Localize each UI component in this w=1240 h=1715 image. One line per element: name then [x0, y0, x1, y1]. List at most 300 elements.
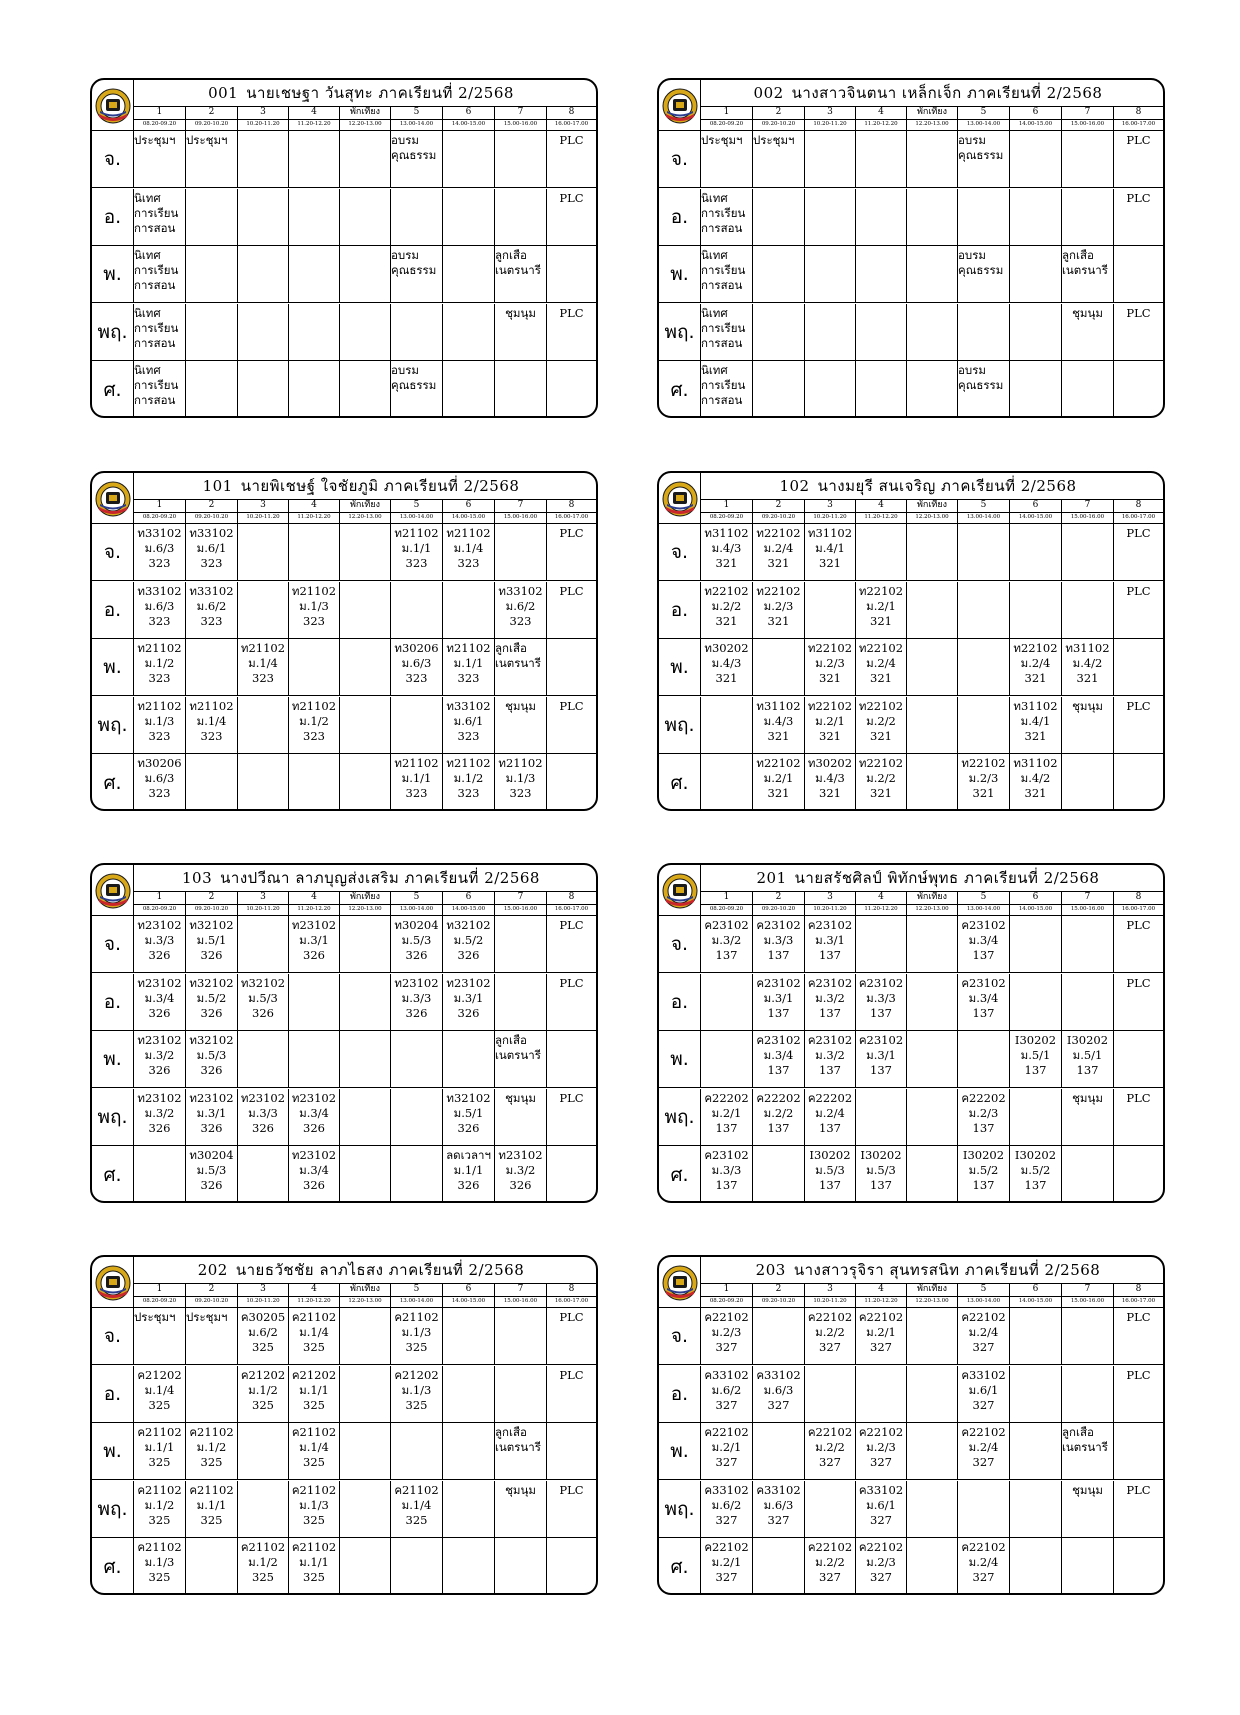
day-label: พ.	[659, 1031, 701, 1087]
day-row	[92, 697, 596, 754]
day-row	[92, 1481, 596, 1538]
card-title	[134, 80, 596, 107]
period-time-row	[701, 512, 1163, 523]
day-label: พฤ.	[659, 1089, 701, 1145]
school-emblem-icon	[95, 1263, 131, 1303]
schedule-cell: อบรม คุณธรรม	[391, 131, 443, 187]
schedule-cell: ชุมนุม	[495, 697, 547, 753]
schedule-cell: ค22102 ม.2/4 327	[958, 1423, 1010, 1479]
schedule-cell	[1114, 1146, 1163, 1203]
day-label: จ.	[659, 1308, 701, 1364]
day-label: จ.	[659, 131, 701, 187]
schedule-cell: PLC	[559, 133, 584, 147]
card-title	[701, 80, 1163, 107]
period-time: 13.00-14.00	[391, 512, 443, 523]
schedule-cell: นิเทศ การเรียน การสอน	[134, 361, 186, 418]
schedule-cell: PLC	[1126, 1310, 1151, 1324]
period-number: 1	[701, 106, 753, 119]
day-label: พ.	[92, 246, 134, 302]
card-title	[134, 865, 596, 892]
schedule-cell	[186, 304, 238, 360]
day-label: ศ.	[92, 361, 134, 418]
schedule-cell	[753, 361, 805, 418]
schedule-cell	[805, 1481, 856, 1537]
schedule-cell	[238, 1481, 289, 1537]
schedule-cell	[443, 361, 495, 418]
schedule-cell: ท32102 ม.5/3 326	[238, 974, 289, 1030]
schedule-cell	[1062, 524, 1114, 580]
schedule-cell	[856, 304, 907, 360]
schedule-cell: ท33102 ม.6/3 323	[134, 582, 186, 638]
schedule-cell	[186, 1538, 238, 1595]
schedule-cell: PLC	[1126, 1367, 1151, 1382]
schedule-cell	[547, 1538, 596, 1595]
period-number: พักเที่ยง	[907, 499, 958, 512]
day-label: พ.	[659, 639, 701, 695]
period-number: 4	[856, 106, 907, 119]
schedule-cell	[753, 639, 805, 695]
schedule-cell: ท33102 ม.6/1 323	[443, 697, 495, 753]
schedule-cell	[340, 246, 391, 302]
schedule-cell: ท22102 ม.2/4 321	[1010, 639, 1062, 695]
period-number: 2	[753, 891, 805, 904]
schedule-cell	[238, 189, 289, 245]
schedule-cell: I30202 ม.5/3 137	[856, 1146, 907, 1203]
period-number: 8	[1135, 107, 1142, 117]
period-time: 08.20-09.20	[134, 904, 186, 915]
schedule-cell: ชุมนุม	[1062, 1089, 1114, 1145]
schedule-cell	[1010, 1089, 1062, 1145]
teacher-code: 201	[756, 869, 787, 887]
schedule-cell: ค23102 ม.3/4 137	[753, 1031, 805, 1087]
schedule-cell: ท23102 ม.3/3 326	[134, 916, 186, 972]
school-logo	[659, 865, 701, 915]
teacher-name-semester: นางปวีณา ลาภบุญส่งเสริม ภาคเรียนที่ 2/2568	[220, 869, 540, 887]
period-number: 8	[568, 1284, 575, 1294]
day-row	[92, 131, 596, 188]
schedule-cell	[907, 974, 958, 1030]
schedule-cell: ค21102 ม.1/1 325	[186, 1481, 238, 1537]
schedule-cell	[856, 524, 907, 580]
schedule-cell: ค33102 ม.6/2 327	[701, 1366, 753, 1422]
period-number: 2	[186, 891, 238, 904]
schedule-cell	[805, 1366, 856, 1422]
period-number: 6	[443, 891, 495, 904]
day-row	[659, 754, 1163, 811]
schedule-cell	[1062, 1366, 1114, 1422]
schedule-cell	[289, 361, 340, 418]
period-time: 13.00-14.00	[958, 512, 1010, 523]
day-row	[92, 304, 596, 361]
schedule-cell	[238, 524, 289, 580]
period-number: 8	[568, 107, 575, 117]
schedule-cell: ค23102 ม.3/4 137	[958, 974, 1010, 1030]
period-time: 16.00-17.00	[1121, 906, 1156, 912]
schedule-cell	[856, 189, 907, 245]
schedule-cell: ค22102 ม.2/1 327	[701, 1538, 753, 1595]
day-row	[92, 639, 596, 696]
schedule-cell	[1114, 639, 1163, 695]
schedule-cell: ชุมนุม	[495, 1481, 547, 1537]
period-number: 7	[1062, 891, 1114, 904]
period-time: 09.20-10.20	[186, 512, 238, 523]
schedule-cell: ท21102 ม.1/4 323	[186, 697, 238, 753]
schedule-cell: ประชุมฯ	[186, 1308, 238, 1364]
schedule-cell	[907, 1366, 958, 1422]
day-row	[92, 361, 596, 418]
schedule-cell	[186, 754, 238, 811]
schedule-cell: ชุมนุม	[1062, 304, 1114, 360]
period-number: 4	[289, 1283, 340, 1296]
day-label: พฤ.	[659, 697, 701, 753]
schedule-cell: นิเทศ การเรียน การสอน	[701, 189, 753, 245]
schedule-cell	[289, 1031, 340, 1087]
period-time: 15.00-16.00	[495, 1296, 547, 1307]
schedule-cell: ท33102 ม.6/2 323	[186, 582, 238, 638]
day-row	[92, 754, 596, 811]
schedule-cell: ค23102 ม.3/2 137	[805, 974, 856, 1030]
schedule-grid	[659, 523, 1163, 809]
school-emblem-icon	[662, 479, 698, 519]
period-time: 10.20-11.20	[238, 119, 289, 130]
period-number: 7	[1062, 1283, 1114, 1296]
schedule-cell: ท32102 ม.5/1 326	[443, 1089, 495, 1145]
schedule-cell	[907, 754, 958, 811]
period-time: 08.20-09.20	[701, 119, 753, 130]
schedule-cell: ค23102 ม.3/4 137	[958, 916, 1010, 972]
schedule-cell: ค22102 ม.2/2 327	[805, 1423, 856, 1479]
schedule-cell: PLC	[1126, 133, 1151, 147]
period-time: 14.00-15.00	[443, 904, 495, 915]
schedule-cell: PLC	[1126, 583, 1151, 598]
day-label: ศ.	[659, 754, 701, 811]
period-time: 11.20-12.20	[856, 904, 907, 915]
schedule-cell: ท22102 ม.2/4 321	[753, 524, 805, 580]
schedule-cell	[907, 1146, 958, 1203]
schedule-cell	[186, 246, 238, 302]
period-number: 3	[805, 1283, 856, 1296]
schedule-cell	[495, 524, 547, 580]
day-row	[659, 246, 1163, 303]
schedule-cell	[1114, 1423, 1163, 1479]
schedule-cell: ท21102 ม.1/4 323	[443, 524, 495, 580]
schedule-cell	[805, 304, 856, 360]
schedule-cell: ท23102 ม.3/2 326	[134, 1031, 186, 1087]
day-row	[659, 524, 1163, 581]
schedule-cell	[238, 697, 289, 753]
period-number: พักเที่ยง	[340, 1283, 391, 1296]
schedule-cell: ท30204 ม.5/3 326	[391, 916, 443, 972]
schedule-cell: ค22102 ม.2/1 327	[701, 1423, 753, 1479]
schedule-cell: ชุมนุม	[1062, 697, 1114, 753]
schedule-cell	[289, 131, 340, 187]
schedule-cell: ค23102 ม.3/3 137	[701, 1146, 753, 1203]
schedule-cell: ค22102 ม.2/1 327	[856, 1308, 907, 1364]
card-title	[701, 865, 1163, 892]
day-label: พฤ.	[92, 1089, 134, 1145]
schedule-cell: ค23102 ม.3/3 137	[753, 916, 805, 972]
schedule-cell: ประชุมฯ	[753, 131, 805, 187]
schedule-cell: อบรม คุณธรรม	[391, 361, 443, 418]
schedule-cell: ท22102 ม.2/1 321	[856, 582, 907, 638]
schedule-cell: PLC	[559, 1090, 584, 1105]
period-number: 1	[134, 106, 186, 119]
schedule-cell	[701, 697, 753, 753]
schedule-cell	[1062, 974, 1114, 1030]
schedule-cell	[391, 1089, 443, 1145]
period-number: 2	[753, 499, 805, 512]
period-time: 09.20-10.20	[186, 119, 238, 130]
day-label: อ.	[92, 582, 134, 638]
schedule-cell: ท22102 ม.2/3 321	[753, 582, 805, 638]
schedule-cell: ค23102 ม.3/1 137	[753, 974, 805, 1030]
schedule-cell: ท30202 ม.4/3 321	[805, 754, 856, 811]
schedule-cell	[1114, 246, 1163, 302]
period-number: 4	[856, 1283, 907, 1296]
schedule-cell	[547, 1031, 596, 1087]
schedule-cell	[443, 1481, 495, 1537]
schedule-cell	[1062, 754, 1114, 811]
schedule-cell	[907, 1423, 958, 1479]
schedule-cell	[1114, 1538, 1163, 1595]
day-row	[92, 974, 596, 1031]
period-number: 5	[958, 499, 1010, 512]
schedule-cell	[1062, 582, 1114, 638]
day-row	[659, 1481, 1163, 1538]
day-row	[92, 916, 596, 973]
period-time: 15.00-16.00	[1062, 119, 1114, 130]
period-number: 4	[289, 499, 340, 512]
schedule-cell: นิเทศ การเรียน การสอน	[134, 246, 186, 302]
schedule-cell: ท31102 ม.4/3 321	[753, 697, 805, 753]
schedule-cell	[340, 361, 391, 418]
schedule-cell: PLC	[1126, 1090, 1151, 1105]
period-number: 1	[701, 499, 753, 512]
schedule-cell: นิเทศ การเรียน การสอน	[134, 189, 186, 245]
period-time: 08.20-09.20	[134, 512, 186, 523]
teacher-code: 202	[197, 1261, 228, 1279]
period-time: 11.20-12.20	[856, 512, 907, 523]
schedule-cell: ท31102 ม.4/2 321	[1062, 639, 1114, 695]
period-number: 6	[443, 106, 495, 119]
schedule-cell: ค22102 ม.2/3 327	[856, 1423, 907, 1479]
schedule-cell: ท23102 ม.3/2 326	[134, 1089, 186, 1145]
schedule-cell: นิเทศ การเรียน การสอน	[701, 361, 753, 418]
period-number: 6	[443, 499, 495, 512]
period-number: 7	[495, 499, 547, 512]
schedule-cell	[443, 1366, 495, 1422]
schedule-cell	[443, 189, 495, 245]
schedule-cell	[391, 582, 443, 638]
teacher-code: 001	[208, 84, 239, 102]
day-row	[92, 1308, 596, 1365]
schedule-cell	[753, 1538, 805, 1595]
schedule-cell	[1062, 1538, 1114, 1595]
schedule-cell	[1114, 1031, 1163, 1087]
day-label: พ.	[92, 1423, 134, 1479]
schedule-cell	[958, 639, 1010, 695]
schedule-cell: ค21202 ม.1/3 325	[391, 1366, 443, 1422]
period-time-row	[134, 904, 596, 915]
period-time: 08.20-09.20	[134, 1296, 186, 1307]
period-time: 12.20-13.00	[907, 119, 958, 130]
schedule-cell	[958, 1481, 1010, 1537]
schedule-cell	[340, 1366, 391, 1422]
day-row	[659, 1089, 1163, 1146]
period-time: 15.00-16.00	[495, 512, 547, 523]
teacher-timetable-card	[657, 471, 1165, 811]
day-row	[659, 361, 1163, 418]
teacher-name-semester: นายธวัชชัย ลาภไธสง ภาคเรียนที่ 2/2568	[235, 1261, 525, 1279]
schedule-cell	[907, 246, 958, 302]
period-time: 10.20-11.20	[805, 512, 856, 523]
day-row	[92, 1031, 596, 1088]
period-number: 6	[443, 1283, 495, 1296]
card-title	[134, 473, 596, 500]
period-number: 3	[805, 891, 856, 904]
schedule-grid	[659, 130, 1163, 416]
period-time: 13.00-14.00	[391, 119, 443, 130]
day-label: พฤ.	[92, 697, 134, 753]
day-label: จ.	[92, 916, 134, 972]
period-time: 09.20-10.20	[753, 904, 805, 915]
period-number: 5	[958, 1283, 1010, 1296]
schedule-cell: PLC	[1126, 918, 1151, 932]
period-time: 09.20-10.20	[186, 904, 238, 915]
day-row	[659, 639, 1163, 696]
schedule-cell: ค33102 ม.6/3 327	[753, 1481, 805, 1537]
period-time: 16.00-17.00	[1121, 121, 1156, 127]
schedule-cell: ท30206 ม.6/3 323	[134, 754, 186, 811]
schedule-cell	[1010, 1538, 1062, 1595]
schedule-cell	[340, 1089, 391, 1145]
schedule-cell: ท22102 ม.2/2 321	[856, 697, 907, 753]
schedule-cell	[907, 304, 958, 360]
schedule-cell	[856, 246, 907, 302]
schedule-cell: I30202 ม.5/1 137	[1010, 1031, 1062, 1087]
period-number: 7	[495, 891, 547, 904]
schedule-cell	[547, 754, 596, 811]
schedule-cell	[907, 361, 958, 418]
teacher-timetable-card	[90, 1255, 598, 1595]
period-number: 7	[1062, 106, 1114, 119]
schedule-cell: PLC	[559, 190, 584, 205]
teacher-code: 103	[182, 869, 213, 887]
period-number: 2	[186, 106, 238, 119]
day-label: ศ.	[659, 1146, 701, 1203]
period-time: 11.20-12.20	[289, 512, 340, 523]
schedule-cell	[856, 131, 907, 187]
schedule-cell	[1114, 361, 1163, 418]
period-number: 1	[134, 891, 186, 904]
schedule-cell	[443, 246, 495, 302]
period-time: 12.20-13.00	[340, 119, 391, 130]
schedule-cell	[340, 131, 391, 187]
schedule-cell	[391, 1146, 443, 1203]
period-time: 13.00-14.00	[391, 904, 443, 915]
teacher-timetable-card	[90, 78, 598, 418]
schedule-cell: PLC	[1126, 305, 1151, 320]
schedule-cell: ค21102 ม.1/2 325	[186, 1423, 238, 1479]
schedule-cell	[495, 1538, 547, 1595]
day-row	[92, 1089, 596, 1146]
schedule-cell	[340, 754, 391, 811]
period-number: 5	[391, 106, 443, 119]
schedule-cell: ค21102 ม.1/2 325	[238, 1538, 289, 1595]
schedule-cell	[1010, 1308, 1062, 1364]
period-time-row	[701, 1296, 1163, 1307]
schedule-cell: ค22102 ม.2/3 327	[701, 1308, 753, 1364]
schedule-cell	[391, 1423, 443, 1479]
day-label: พฤ.	[92, 1481, 134, 1537]
period-number-row	[134, 499, 596, 513]
schedule-cell: ค22202 ม.2/3 137	[958, 1089, 1010, 1145]
period-number: 7	[1062, 499, 1114, 512]
schedule-cell	[238, 754, 289, 811]
schedule-cell	[340, 1146, 391, 1203]
schedule-cell	[443, 1538, 495, 1595]
schedule-cell	[340, 916, 391, 972]
schedule-cell: ค21102 ม.1/3 325	[289, 1481, 340, 1537]
day-row	[92, 246, 596, 303]
schedule-cell: ค30205 ม.6/2 325	[238, 1308, 289, 1364]
period-number: 5	[958, 106, 1010, 119]
schedule-cell: ท22102 ม.2/1 321	[805, 697, 856, 753]
schedule-cell	[958, 304, 1010, 360]
schedule-cell: ท30206 ม.6/3 323	[391, 639, 443, 695]
day-row	[92, 1538, 596, 1595]
schedule-cell	[907, 1481, 958, 1537]
period-time: 12.20-13.00	[340, 1296, 391, 1307]
schedule-cell: ท21102 ม.1/2 323	[443, 754, 495, 811]
school-logo	[92, 80, 134, 130]
schedule-cell: ค22102 ม.2/4 327	[958, 1308, 1010, 1364]
period-time: 09.20-10.20	[186, 1296, 238, 1307]
day-row	[92, 1366, 596, 1423]
schedule-cell	[856, 361, 907, 418]
day-row	[92, 1423, 596, 1480]
school-emblem-icon	[95, 86, 131, 126]
period-number: 8	[568, 500, 575, 510]
schedule-cell	[495, 916, 547, 972]
schedule-cell: ค23102 ม.3/2 137	[805, 1031, 856, 1087]
schedule-cell	[701, 1031, 753, 1087]
schedule-cell: ลูกเสือ เนตรนารี	[495, 246, 547, 302]
day-label: อ.	[92, 974, 134, 1030]
teacher-name-semester: นายเชษฐา วันสุทะ ภาคเรียนที่ 2/2568	[246, 84, 514, 102]
day-label: พฤ.	[659, 1481, 701, 1537]
period-number: 5	[958, 891, 1010, 904]
period-number-row	[701, 1283, 1163, 1297]
schedule-cell	[1114, 754, 1163, 811]
day-row	[659, 916, 1163, 973]
schedule-cell	[1010, 582, 1062, 638]
schedule-cell	[1062, 916, 1114, 972]
schedule-cell: ท31102 ม.4/2 321	[1010, 754, 1062, 811]
period-time: 09.20-10.20	[753, 1296, 805, 1307]
schedule-cell: ค33102 ม.6/3 327	[753, 1366, 805, 1422]
schedule-cell	[1010, 189, 1062, 245]
teacher-code: 102	[779, 477, 810, 495]
day-label: อ.	[659, 1366, 701, 1422]
period-time: 16.00-17.00	[554, 906, 589, 912]
day-label: พฤ.	[659, 304, 701, 360]
schedule-cell	[186, 1366, 238, 1422]
period-time: 09.20-10.20	[753, 512, 805, 523]
day-label: จ.	[659, 916, 701, 972]
day-label: ศ.	[659, 1538, 701, 1595]
card-title	[134, 1257, 596, 1284]
